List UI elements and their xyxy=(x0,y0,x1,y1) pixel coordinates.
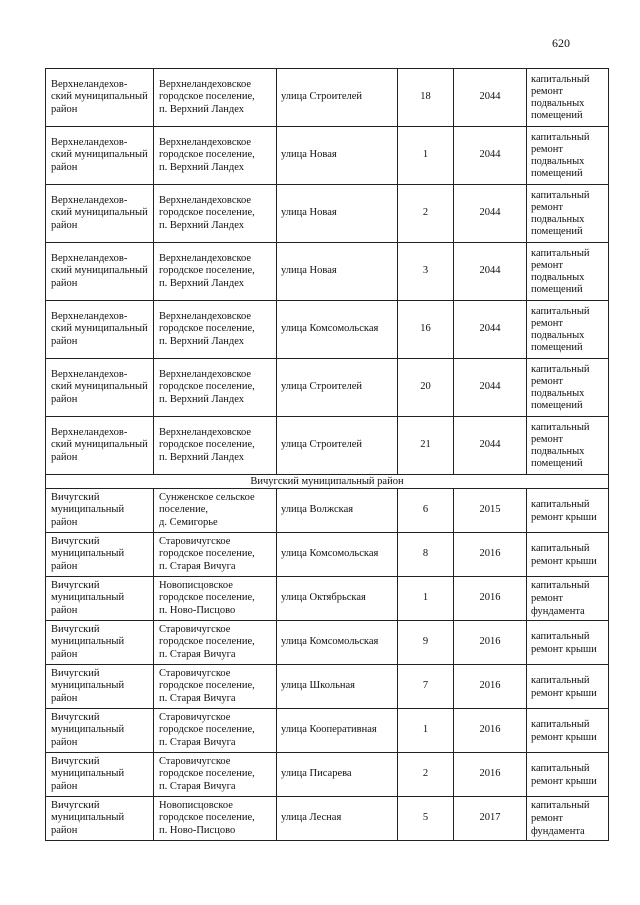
work-line: капитальный xyxy=(531,73,590,85)
district-line: Вичугский xyxy=(51,799,100,811)
house-number-cell: 2 xyxy=(398,753,454,797)
district-line: ский муниципальный xyxy=(51,91,148,103)
street-cell: улица Волжская xyxy=(277,489,398,533)
district-line: Верхнеландехов- xyxy=(51,368,128,380)
district-cell xyxy=(46,301,154,359)
district-line: ский муниципальный xyxy=(51,323,148,335)
work-line: ремонт xyxy=(531,85,564,97)
house-number-cell: 1 xyxy=(398,577,454,621)
settlement-cell xyxy=(154,753,277,797)
work-line: фундамента xyxy=(531,606,585,617)
settlement-line: п. Верхний Ландех xyxy=(159,335,245,347)
settlement-line: городское поселение, xyxy=(159,91,255,103)
year-cell: 2016 xyxy=(454,665,527,709)
page-number: 620 xyxy=(552,36,570,50)
settlement-line: городское поселение, xyxy=(159,724,255,736)
work-type-cell xyxy=(527,301,609,359)
street-cell: улица Комсомольская xyxy=(277,533,398,577)
house-number-cell: 16 xyxy=(398,301,454,359)
district-line: ский муниципальный xyxy=(51,439,148,451)
district-line: Верхнеландехов- xyxy=(51,78,128,90)
year-cell: 2044 xyxy=(454,185,527,243)
settlement-line: п. Верхний Ландех xyxy=(159,161,245,173)
settlement-cell xyxy=(154,665,277,709)
year-cell: 2044 xyxy=(454,301,527,359)
work-line: подвальных xyxy=(531,155,585,167)
settlement-line: п. Верхний Ландех xyxy=(159,219,245,231)
table-row xyxy=(46,797,609,841)
work-line: подвальных xyxy=(531,445,585,457)
year-cell: 2044 xyxy=(454,127,527,185)
house-number-cell: 20 xyxy=(398,359,454,417)
year-cell: 2015 xyxy=(454,489,527,533)
district-cell xyxy=(46,577,154,621)
house-number-cell: 18 xyxy=(398,69,454,127)
work-type-cell xyxy=(527,577,609,621)
settlement-line: п. Верхний Ландех xyxy=(159,393,245,405)
work-type-cell xyxy=(527,69,609,127)
district-line: Верхнеландехов- xyxy=(51,310,128,322)
district-line: район xyxy=(51,277,78,289)
table-row xyxy=(46,69,609,127)
table-row xyxy=(46,621,609,665)
year-cell: 2016 xyxy=(454,709,527,753)
settlement-line: городское поселение, xyxy=(159,381,255,393)
repair-schedule-table xyxy=(45,68,609,841)
settlement-line: городское поселение, xyxy=(159,323,255,335)
settlement-cell xyxy=(154,797,277,841)
settlement-line: п. Верхний Ландех xyxy=(159,277,245,289)
settlement-cell xyxy=(154,577,277,621)
settlement-line: Старовичугское xyxy=(159,711,231,723)
work-line: ремонт крыши xyxy=(531,511,597,523)
work-line: капитальный xyxy=(531,247,590,259)
work-type-cell xyxy=(527,359,609,417)
work-line: ремонт xyxy=(531,813,564,824)
house-number-cell: 2 xyxy=(398,185,454,243)
district-line: муниципальный xyxy=(51,724,125,736)
work-line: капитальный xyxy=(531,800,590,811)
year-cell: 2016 xyxy=(454,621,527,665)
street-cell: улица Октябрьская xyxy=(277,577,398,621)
settlement-line: Верхнеландеховское xyxy=(159,252,252,264)
settlement-line: п. Верхний Ландех xyxy=(159,451,245,463)
settlement-line: п. Верхний Ландех xyxy=(159,103,245,115)
district-cell xyxy=(46,359,154,417)
district-cell xyxy=(46,709,154,753)
settlement-line: городское поселение, xyxy=(159,548,255,560)
district-line: ский муниципальный xyxy=(51,265,148,277)
district-cell xyxy=(46,69,154,127)
district-cell xyxy=(46,753,154,797)
house-number-cell: 9 xyxy=(398,621,454,665)
settlement-line: Верхнеландеховское xyxy=(159,78,252,90)
work-line: капитальный xyxy=(531,630,590,642)
work-line: капитальный xyxy=(531,131,590,143)
table-row xyxy=(46,753,609,797)
district-line: район xyxy=(51,824,78,836)
work-line: фундамента xyxy=(531,826,585,837)
work-line: подвальных xyxy=(531,271,585,283)
house-number-cell: 3 xyxy=(398,243,454,301)
settlement-line: Верхнеландеховское xyxy=(159,310,252,322)
settlement-line: Сунженское сельское xyxy=(159,491,255,503)
section-title: Вичугский муниципальный район xyxy=(46,475,609,489)
district-line: муниципальный xyxy=(51,636,125,648)
table-row xyxy=(46,533,609,577)
settlement-line: Старовичугское xyxy=(159,623,231,635)
settlement-line: п. Старая Вичуга xyxy=(159,560,236,572)
district-cell xyxy=(46,185,154,243)
street-cell: улица Кооперативная xyxy=(277,709,398,753)
street-cell: улица Новая xyxy=(277,243,398,301)
settlement-line: городское поселение, xyxy=(159,265,255,277)
work-line: капитальный xyxy=(531,498,590,510)
settlement-line: Старовичугское xyxy=(159,535,231,547)
district-cell xyxy=(46,417,154,475)
work-type-cell xyxy=(527,709,609,753)
street-cell: улица Писарева xyxy=(277,753,398,797)
street-cell: улица Новая xyxy=(277,185,398,243)
district-line: Вичугский xyxy=(51,491,100,503)
house-number-cell: 7 xyxy=(398,665,454,709)
work-line: капитальный xyxy=(531,305,590,317)
district-line: муниципальный xyxy=(51,592,125,604)
table-row xyxy=(46,577,609,621)
work-line: ремонт xyxy=(531,143,564,155)
house-number-cell: 6 xyxy=(398,489,454,533)
district-line: Вичугский xyxy=(51,711,100,723)
table-row xyxy=(46,417,609,475)
district-line: район xyxy=(51,692,78,704)
settlement-line: п. Старая Вичуга xyxy=(159,780,236,792)
settlement-line: Новописцовское xyxy=(159,799,233,811)
table-row xyxy=(46,243,609,301)
work-line: капитальный xyxy=(531,363,590,375)
year-cell: 2044 xyxy=(454,243,527,301)
settlement-cell xyxy=(154,185,277,243)
work-line: ремонт xyxy=(531,375,564,387)
street-cell: улица Новая xyxy=(277,127,398,185)
settlement-line: городское поселение, xyxy=(159,592,255,604)
work-line: ремонт xyxy=(531,317,564,329)
work-line: помещений xyxy=(531,399,583,411)
district-line: район xyxy=(51,335,78,347)
year-cell: 2044 xyxy=(454,359,527,417)
settlement-line: д. Семигорье xyxy=(159,516,218,528)
year-cell: 2016 xyxy=(454,533,527,577)
district-line: район xyxy=(51,648,78,660)
work-type-cell xyxy=(527,185,609,243)
district-line: Верхнеландехов- xyxy=(51,194,128,206)
street-cell: улица Комсомольская xyxy=(277,621,398,665)
work-type-cell xyxy=(527,621,609,665)
district-line: Вичугский xyxy=(51,755,100,767)
table-row xyxy=(46,489,609,533)
work-line: ремонт крыши xyxy=(531,731,597,743)
district-line: Верхнеландехов- xyxy=(51,252,128,264)
settlement-line: поселение, xyxy=(159,504,209,516)
district-line: Верхнеландехов- xyxy=(51,426,128,438)
district-line: ский муниципальный xyxy=(51,381,148,393)
table-body xyxy=(46,69,609,841)
settlement-line: Верхнеландеховское xyxy=(159,426,252,438)
street-cell: улица Лесная xyxy=(277,797,398,841)
district-line: район xyxy=(51,451,78,463)
settlement-line: Верхнеландеховское xyxy=(159,194,252,206)
district-cell xyxy=(46,489,154,533)
settlement-line: п. Ново-Писцово xyxy=(159,604,236,616)
house-number-cell: 8 xyxy=(398,533,454,577)
district-line: ский муниципальный xyxy=(51,207,148,219)
year-cell: 2044 xyxy=(454,417,527,475)
settlement-line: п. Старая Вичуга xyxy=(159,648,236,660)
table-row xyxy=(46,665,609,709)
settlement-line: городское поселение, xyxy=(159,636,255,648)
district-line: район xyxy=(51,780,78,792)
work-line: подвальных xyxy=(531,387,585,399)
work-line: капитальный xyxy=(531,718,590,730)
work-line: капитальный xyxy=(531,189,590,201)
settlement-line: Старовичугское xyxy=(159,755,231,767)
district-line: район xyxy=(51,604,78,616)
settlement-line: городское поселение, xyxy=(159,768,255,780)
work-line: ремонт крыши xyxy=(531,687,597,699)
work-line: помещений xyxy=(531,225,583,237)
work-type-cell xyxy=(527,489,609,533)
work-line: ремонт xyxy=(531,259,564,271)
work-line: подвальных xyxy=(531,213,585,225)
settlement-line: п. Старая Вичуга xyxy=(159,736,236,748)
district-line: Вичугский xyxy=(51,579,100,591)
settlement-cell xyxy=(154,359,277,417)
house-number-cell: 21 xyxy=(398,417,454,475)
street-cell: улица Комсомольская xyxy=(277,301,398,359)
district-line: муниципальный xyxy=(51,768,125,780)
street-cell: улица Строителей xyxy=(277,69,398,127)
work-type-cell xyxy=(527,753,609,797)
district-line: район xyxy=(51,219,78,231)
work-type-cell xyxy=(527,243,609,301)
table-row xyxy=(46,709,609,753)
year-cell: 2016 xyxy=(454,577,527,621)
settlement-cell xyxy=(154,127,277,185)
work-line: подвальных xyxy=(531,329,585,341)
work-line: ремонт xyxy=(531,201,564,213)
table-row xyxy=(46,301,609,359)
street-cell: улица Строителей xyxy=(277,417,398,475)
house-number-cell: 1 xyxy=(398,709,454,753)
settlement-line: п. Старая Вичуга xyxy=(159,692,236,704)
district-cell xyxy=(46,243,154,301)
year-cell: 2017 xyxy=(454,797,527,841)
district-line: ский муниципальный xyxy=(51,149,148,161)
settlement-line: городское поселение, xyxy=(159,439,255,451)
work-line: ремонт xyxy=(531,593,564,604)
work-line: помещений xyxy=(531,341,583,353)
work-line: ремонт крыши xyxy=(531,775,597,787)
work-line: подвальных xyxy=(531,97,585,109)
settlement-line: Новописцовское xyxy=(159,579,233,591)
work-line: капитальный xyxy=(531,762,590,774)
work-type-cell xyxy=(527,665,609,709)
district-line: Вичугский xyxy=(51,535,100,547)
work-type-cell xyxy=(527,417,609,475)
settlement-line: городское поселение, xyxy=(159,812,255,824)
settlement-line: городское поселение, xyxy=(159,207,255,219)
table-row xyxy=(46,185,609,243)
settlement-cell xyxy=(154,417,277,475)
district-line: Вичугский xyxy=(51,667,100,679)
house-number-cell: 5 xyxy=(398,797,454,841)
district-line: район xyxy=(51,393,78,405)
district-cell xyxy=(46,797,154,841)
work-type-cell xyxy=(527,127,609,185)
district-line: район xyxy=(51,736,78,748)
house-number-cell: 1 xyxy=(398,127,454,185)
settlement-cell xyxy=(154,709,277,753)
district-line: муниципальный xyxy=(51,548,125,560)
work-line: помещений xyxy=(531,109,583,121)
settlement-line: Старовичугское xyxy=(159,667,231,679)
district-line: муниципальный xyxy=(51,680,125,692)
settlement-cell xyxy=(154,489,277,533)
district-line: район xyxy=(51,161,78,173)
district-line: Верхнеландехов- xyxy=(51,136,128,148)
table-row xyxy=(46,359,609,417)
district-line: муниципальный xyxy=(51,812,125,824)
district-cell xyxy=(46,665,154,709)
settlement-line: Верхнеландеховское xyxy=(159,368,252,380)
settlement-cell xyxy=(154,69,277,127)
work-line: помещений xyxy=(531,167,583,179)
work-line: помещений xyxy=(531,283,583,295)
settlement-line: п. Ново-Писцово xyxy=(159,824,236,836)
street-cell: улица Строителей xyxy=(277,359,398,417)
settlement-line: городское поселение, xyxy=(159,680,255,692)
table-row xyxy=(46,127,609,185)
work-line: ремонт крыши xyxy=(531,555,597,567)
district-line: район xyxy=(51,560,78,572)
work-line: капитальный xyxy=(531,421,590,433)
year-cell: 2044 xyxy=(454,69,527,127)
district-line: Вичугский xyxy=(51,623,100,635)
district-cell xyxy=(46,621,154,665)
work-line: ремонт крыши xyxy=(531,643,597,655)
year-cell: 2016 xyxy=(454,753,527,797)
street-cell: улица Школьная xyxy=(277,665,398,709)
work-type-cell xyxy=(527,797,609,841)
district-line: район xyxy=(51,516,78,528)
work-line: помещений xyxy=(531,457,583,469)
settlement-cell xyxy=(154,621,277,665)
district-cell xyxy=(46,127,154,185)
work-line: капитальный xyxy=(531,580,590,591)
settlement-line: Верхнеландеховское xyxy=(159,136,252,148)
work-line: капитальный xyxy=(531,542,590,554)
work-line: капитальный xyxy=(531,674,590,686)
settlement-cell xyxy=(154,301,277,359)
section-header-row xyxy=(46,475,609,489)
work-type-cell xyxy=(527,533,609,577)
settlement-cell xyxy=(154,533,277,577)
district-cell xyxy=(46,533,154,577)
settlement-line: городское поселение, xyxy=(159,149,255,161)
settlement-cell xyxy=(154,243,277,301)
work-line: ремонт xyxy=(531,433,564,445)
district-line: район xyxy=(51,103,78,115)
district-line: муниципальный xyxy=(51,504,125,516)
